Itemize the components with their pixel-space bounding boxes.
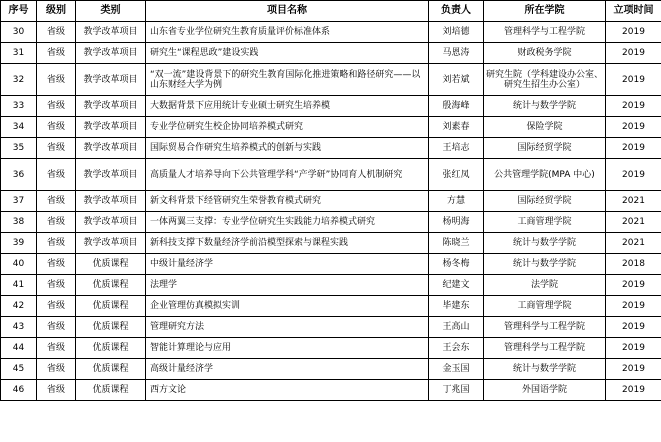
cell-no: 38 (1, 212, 37, 233)
cell-name: 企业管理仿真模拟实训 (146, 296, 429, 317)
cell-name: 一体两翼三支撑：专业学位研究生实践能力培养模式研究 (146, 212, 429, 233)
cell-name: 大数据背景下应用统计专业硕士研究生培养模 (146, 96, 429, 117)
cell-no: 40 (1, 254, 37, 275)
cell-year: 2019 (606, 138, 661, 159)
cell-no: 41 (1, 275, 37, 296)
cell-category: 教学改革项目 (76, 22, 146, 43)
header-leader: 负责人 (429, 1, 484, 22)
cell-college: 工商管理学院 (484, 212, 606, 233)
cell-year: 2019 (606, 22, 661, 43)
cell-year: 2018 (606, 254, 661, 275)
table-row (1, 338, 661, 359)
header-level: 级别 (37, 1, 76, 22)
cell-year: 2019 (606, 380, 661, 401)
cell-leader: 陈晓兰 (429, 233, 484, 254)
cell-name: 新文科背景下经管研究生荣誉教育模式研究 (146, 191, 429, 212)
cell-no: 30 (1, 22, 37, 43)
cell-level: 省级 (37, 64, 76, 96)
cell-level: 省级 (37, 233, 76, 254)
cell-year: 2019 (606, 64, 661, 96)
cell-leader: 刘若斌 (429, 64, 484, 96)
cell-level: 省级 (37, 338, 76, 359)
cell-no: 46 (1, 380, 37, 401)
cell-leader: 金玉国 (429, 359, 484, 380)
cell-name: 智能计算理论与应用 (146, 338, 429, 359)
table-row (1, 117, 661, 138)
cell-name: 高质量人才培养导向下公共管理学科“产学研”协同育人机制研究 (146, 159, 429, 191)
cell-category: 优质课程 (76, 296, 146, 317)
cell-name: 西方文论 (146, 380, 429, 401)
cell-category: 教学改革项目 (76, 159, 146, 191)
cell-no: 31 (1, 43, 37, 64)
cell-no: 36 (1, 159, 37, 191)
cell-level: 省级 (37, 96, 76, 117)
cell-level: 省级 (37, 138, 76, 159)
cell-level: 省级 (37, 254, 76, 275)
cell-name: 研究生“课程思政”建设实践 (146, 43, 429, 64)
cell-year: 2019 (606, 43, 661, 64)
cell-leader: 殷海峰 (429, 96, 484, 117)
table-row (1, 96, 661, 117)
table-row (1, 64, 661, 96)
cell-leader: 王会东 (429, 338, 484, 359)
cell-leader: 丁兆国 (429, 380, 484, 401)
cell-year: 2019 (606, 359, 661, 380)
header-college: 所在学院 (484, 1, 606, 22)
header-no: 序号 (1, 1, 37, 22)
cell-level: 省级 (37, 275, 76, 296)
cell-level: 省级 (37, 117, 76, 138)
cell-category: 优质课程 (76, 359, 146, 380)
header-year: 立项时间 (606, 1, 661, 22)
table-row (1, 275, 661, 296)
cell-college: 公共管理学院(MPA 中心) (484, 159, 606, 191)
cell-college: 管理科学与工程学院 (484, 317, 606, 338)
cell-category: 教学改革项目 (76, 64, 146, 96)
cell-college: 保险学院 (484, 117, 606, 138)
cell-year: 2019 (606, 159, 661, 191)
cell-college: 研究生院（学科建设办公室、研究生招生办公室） (484, 64, 606, 96)
table-row (1, 233, 661, 254)
cell-leader: 杨明海 (429, 212, 484, 233)
cell-no: 35 (1, 138, 37, 159)
cell-category: 教学改革项目 (76, 43, 146, 64)
cell-category: 优质课程 (76, 317, 146, 338)
cell-no: 33 (1, 96, 37, 117)
cell-college: 法学院 (484, 275, 606, 296)
header-name: 项目名称 (146, 1, 429, 22)
cell-college: 国际经贸学院 (484, 191, 606, 212)
cell-college: 统计与数学学院 (484, 96, 606, 117)
table-row (1, 159, 661, 191)
cell-leader: 毕建东 (429, 296, 484, 317)
cell-college: 统计与数学学院 (484, 254, 606, 275)
cell-college: 国际经贸学院 (484, 138, 606, 159)
cell-name: 山东省专业学位研究生教育质量评价标准体系 (146, 22, 429, 43)
cell-no: 45 (1, 359, 37, 380)
cell-leader: 杨冬梅 (429, 254, 484, 275)
cell-category: 优质课程 (76, 338, 146, 359)
table-row (1, 191, 661, 212)
cell-year: 2019 (606, 96, 661, 117)
table-row (1, 296, 661, 317)
cell-no: 39 (1, 233, 37, 254)
cell-college: 外国语学院 (484, 380, 606, 401)
cell-college: 财政税务学院 (484, 43, 606, 64)
cell-category: 教学改革项目 (76, 212, 146, 233)
cell-year: 2019 (606, 338, 661, 359)
cell-no: 37 (1, 191, 37, 212)
cell-college: 统计与数学学院 (484, 359, 606, 380)
cell-level: 省级 (37, 317, 76, 338)
cell-year: 2021 (606, 191, 661, 212)
cell-year: 2019 (606, 296, 661, 317)
cell-category: 教学改革项目 (76, 117, 146, 138)
cell-level: 省级 (37, 212, 76, 233)
cell-level: 省级 (37, 159, 76, 191)
cell-name: 法理学 (146, 275, 429, 296)
cell-leader: 刘培德 (429, 22, 484, 43)
cell-no: 34 (1, 117, 37, 138)
cell-name: 新科技支撑下数量经济学前沿模型探索与课程实践 (146, 233, 429, 254)
cell-level: 省级 (37, 43, 76, 64)
cell-leader: 方慧 (429, 191, 484, 212)
cell-leader: 马恩涛 (429, 43, 484, 64)
cell-leader: 刘素春 (429, 117, 484, 138)
cell-name: 管理研究方法 (146, 317, 429, 338)
cell-year: 2019 (606, 117, 661, 138)
cell-category: 教学改革项目 (76, 233, 146, 254)
cell-no: 43 (1, 317, 37, 338)
cell-category: 教学改革项目 (76, 138, 146, 159)
cell-year: 2021 (606, 233, 661, 254)
cell-college: 工商管理学院 (484, 296, 606, 317)
table-row (1, 254, 661, 275)
cell-name: 中级计量经济学 (146, 254, 429, 275)
table-row (1, 359, 661, 380)
cell-level: 省级 (37, 191, 76, 212)
cell-name: 高级计量经济学 (146, 359, 429, 380)
table-row (1, 22, 661, 43)
cell-category: 优质课程 (76, 254, 146, 275)
cell-category: 教学改革项目 (76, 96, 146, 117)
cell-category: 优质课程 (76, 275, 146, 296)
cell-level: 省级 (37, 296, 76, 317)
header-category: 类别 (76, 1, 146, 22)
table-row (1, 212, 661, 233)
cell-no: 32 (1, 64, 37, 96)
cell-category: 教学改革项目 (76, 191, 146, 212)
cell-name: 专业学位研究生校企协同培养模式研究 (146, 117, 429, 138)
cell-name: 国际贸易合作研究生培养模式的创新与实践 (146, 138, 429, 159)
table-row (1, 317, 661, 338)
table-row (1, 43, 661, 64)
cell-leader: 张红凤 (429, 159, 484, 191)
cell-level: 省级 (37, 380, 76, 401)
cell-leader: 纪建文 (429, 275, 484, 296)
cell-no: 44 (1, 338, 37, 359)
table-row (1, 138, 661, 159)
cell-college: 统计与数学学院 (484, 233, 606, 254)
cell-level: 省级 (37, 22, 76, 43)
cell-leader: 王高山 (429, 317, 484, 338)
cell-year: 2019 (606, 275, 661, 296)
table-row (1, 380, 661, 401)
cell-no: 42 (1, 296, 37, 317)
cell-category: 优质课程 (76, 380, 146, 401)
cell-leader: 王培志 (429, 138, 484, 159)
cell-level: 省级 (37, 359, 76, 380)
cell-college: 管理科学与工程学院 (484, 338, 606, 359)
header-row (1, 1, 661, 22)
cell-name: “双一流”建设背景下的研究生教育国际化推进策略和路径研究——以山东财经大学为例 (146, 64, 429, 96)
cell-college: 管理科学与工程学院 (484, 22, 606, 43)
cell-year: 2021 (606, 212, 661, 233)
cell-year: 2019 (606, 317, 661, 338)
